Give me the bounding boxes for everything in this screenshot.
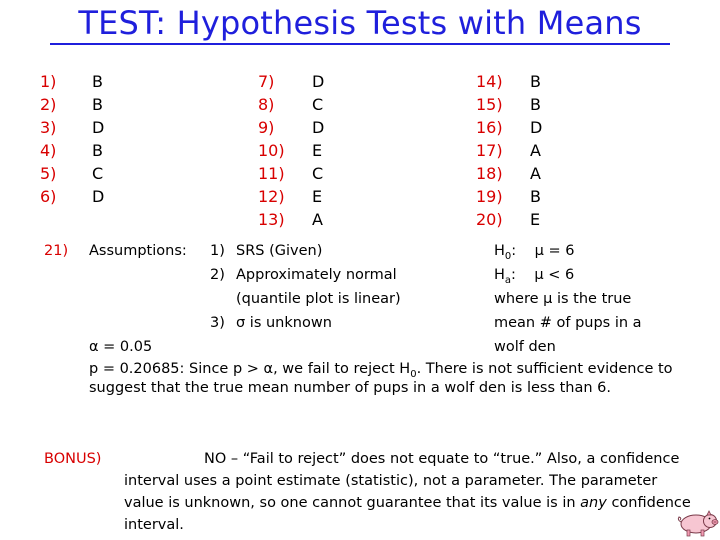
answer-row: 11) C xyxy=(258,164,324,183)
answer-row: 17) A xyxy=(476,141,541,160)
answer-row: 5) C xyxy=(40,164,104,183)
answer-column-1 xyxy=(40,70,104,208)
question-21-number: 21) xyxy=(44,243,69,259)
answer-row: 10) E xyxy=(258,141,323,160)
page-title: TEST: Hypothesis Tests with Means xyxy=(78,4,642,42)
answer-row: 3) D xyxy=(40,118,105,137)
answer-column-3 xyxy=(476,70,542,231)
answer-row: 15) B xyxy=(476,95,541,114)
answer-row: 13) A xyxy=(258,210,323,229)
null-hypothesis: $H_0$: μ = 6 xyxy=(494,243,575,262)
assumption-2-note: (quantile plot is linear) xyxy=(236,291,401,307)
answer-row: 7) D xyxy=(258,72,325,91)
answer-row: 12) E xyxy=(258,187,323,206)
parameter-definition-line-2: mean # of pups in a xyxy=(494,315,642,331)
answer-row: 9) D xyxy=(258,118,325,137)
alternative-hypothesis: $H_a$: μ < 6 xyxy=(494,267,575,286)
answer-row: 1) B xyxy=(40,72,103,91)
answer-row: 6) D xyxy=(40,187,105,206)
assumptions-label: Assumptions: xyxy=(89,243,187,259)
significance-level: α = 0.05 xyxy=(89,339,153,355)
answer-row: 14) B xyxy=(476,72,541,91)
answer-row: 18) A xyxy=(476,164,541,183)
answer-row: 20) E xyxy=(476,210,541,229)
answer-row: 19) B xyxy=(476,187,541,206)
answer-row: 16) D xyxy=(476,118,543,137)
assumption-1: 1) SRS (Given) xyxy=(210,243,323,259)
bonus-answer: NO – “Fail to reject” does not equate to “true.” Also, a confidence interval uses a point estimate (statistic), not a parameter. The parameter value is unknown, so one cannot guarantee that its value is in any confidence interval. xyxy=(124,451,691,533)
conclusion: p = 0.20685: Since p > α, we fail to reject $H_0$. There is not sufficient evidence to suggest that the true mean number of pups in a wolf den is less than 6. xyxy=(89,361,673,396)
answer-row: 2) B xyxy=(40,95,103,114)
parameter-definition-line-1: where μ is the true xyxy=(494,291,632,307)
title-underline xyxy=(50,43,670,45)
pig-icon xyxy=(676,508,720,538)
assumption-3: 3) σ is unknown xyxy=(210,315,332,331)
answer-column-2 xyxy=(258,70,324,231)
parameter-definition-line-3: wolf den xyxy=(494,339,556,355)
answer-row: 8) C xyxy=(258,95,324,114)
answer-row: 4) B xyxy=(40,141,103,160)
assumption-2: 2) Approximately normal xyxy=(210,267,397,283)
bonus-label: BONUS) xyxy=(44,451,102,467)
